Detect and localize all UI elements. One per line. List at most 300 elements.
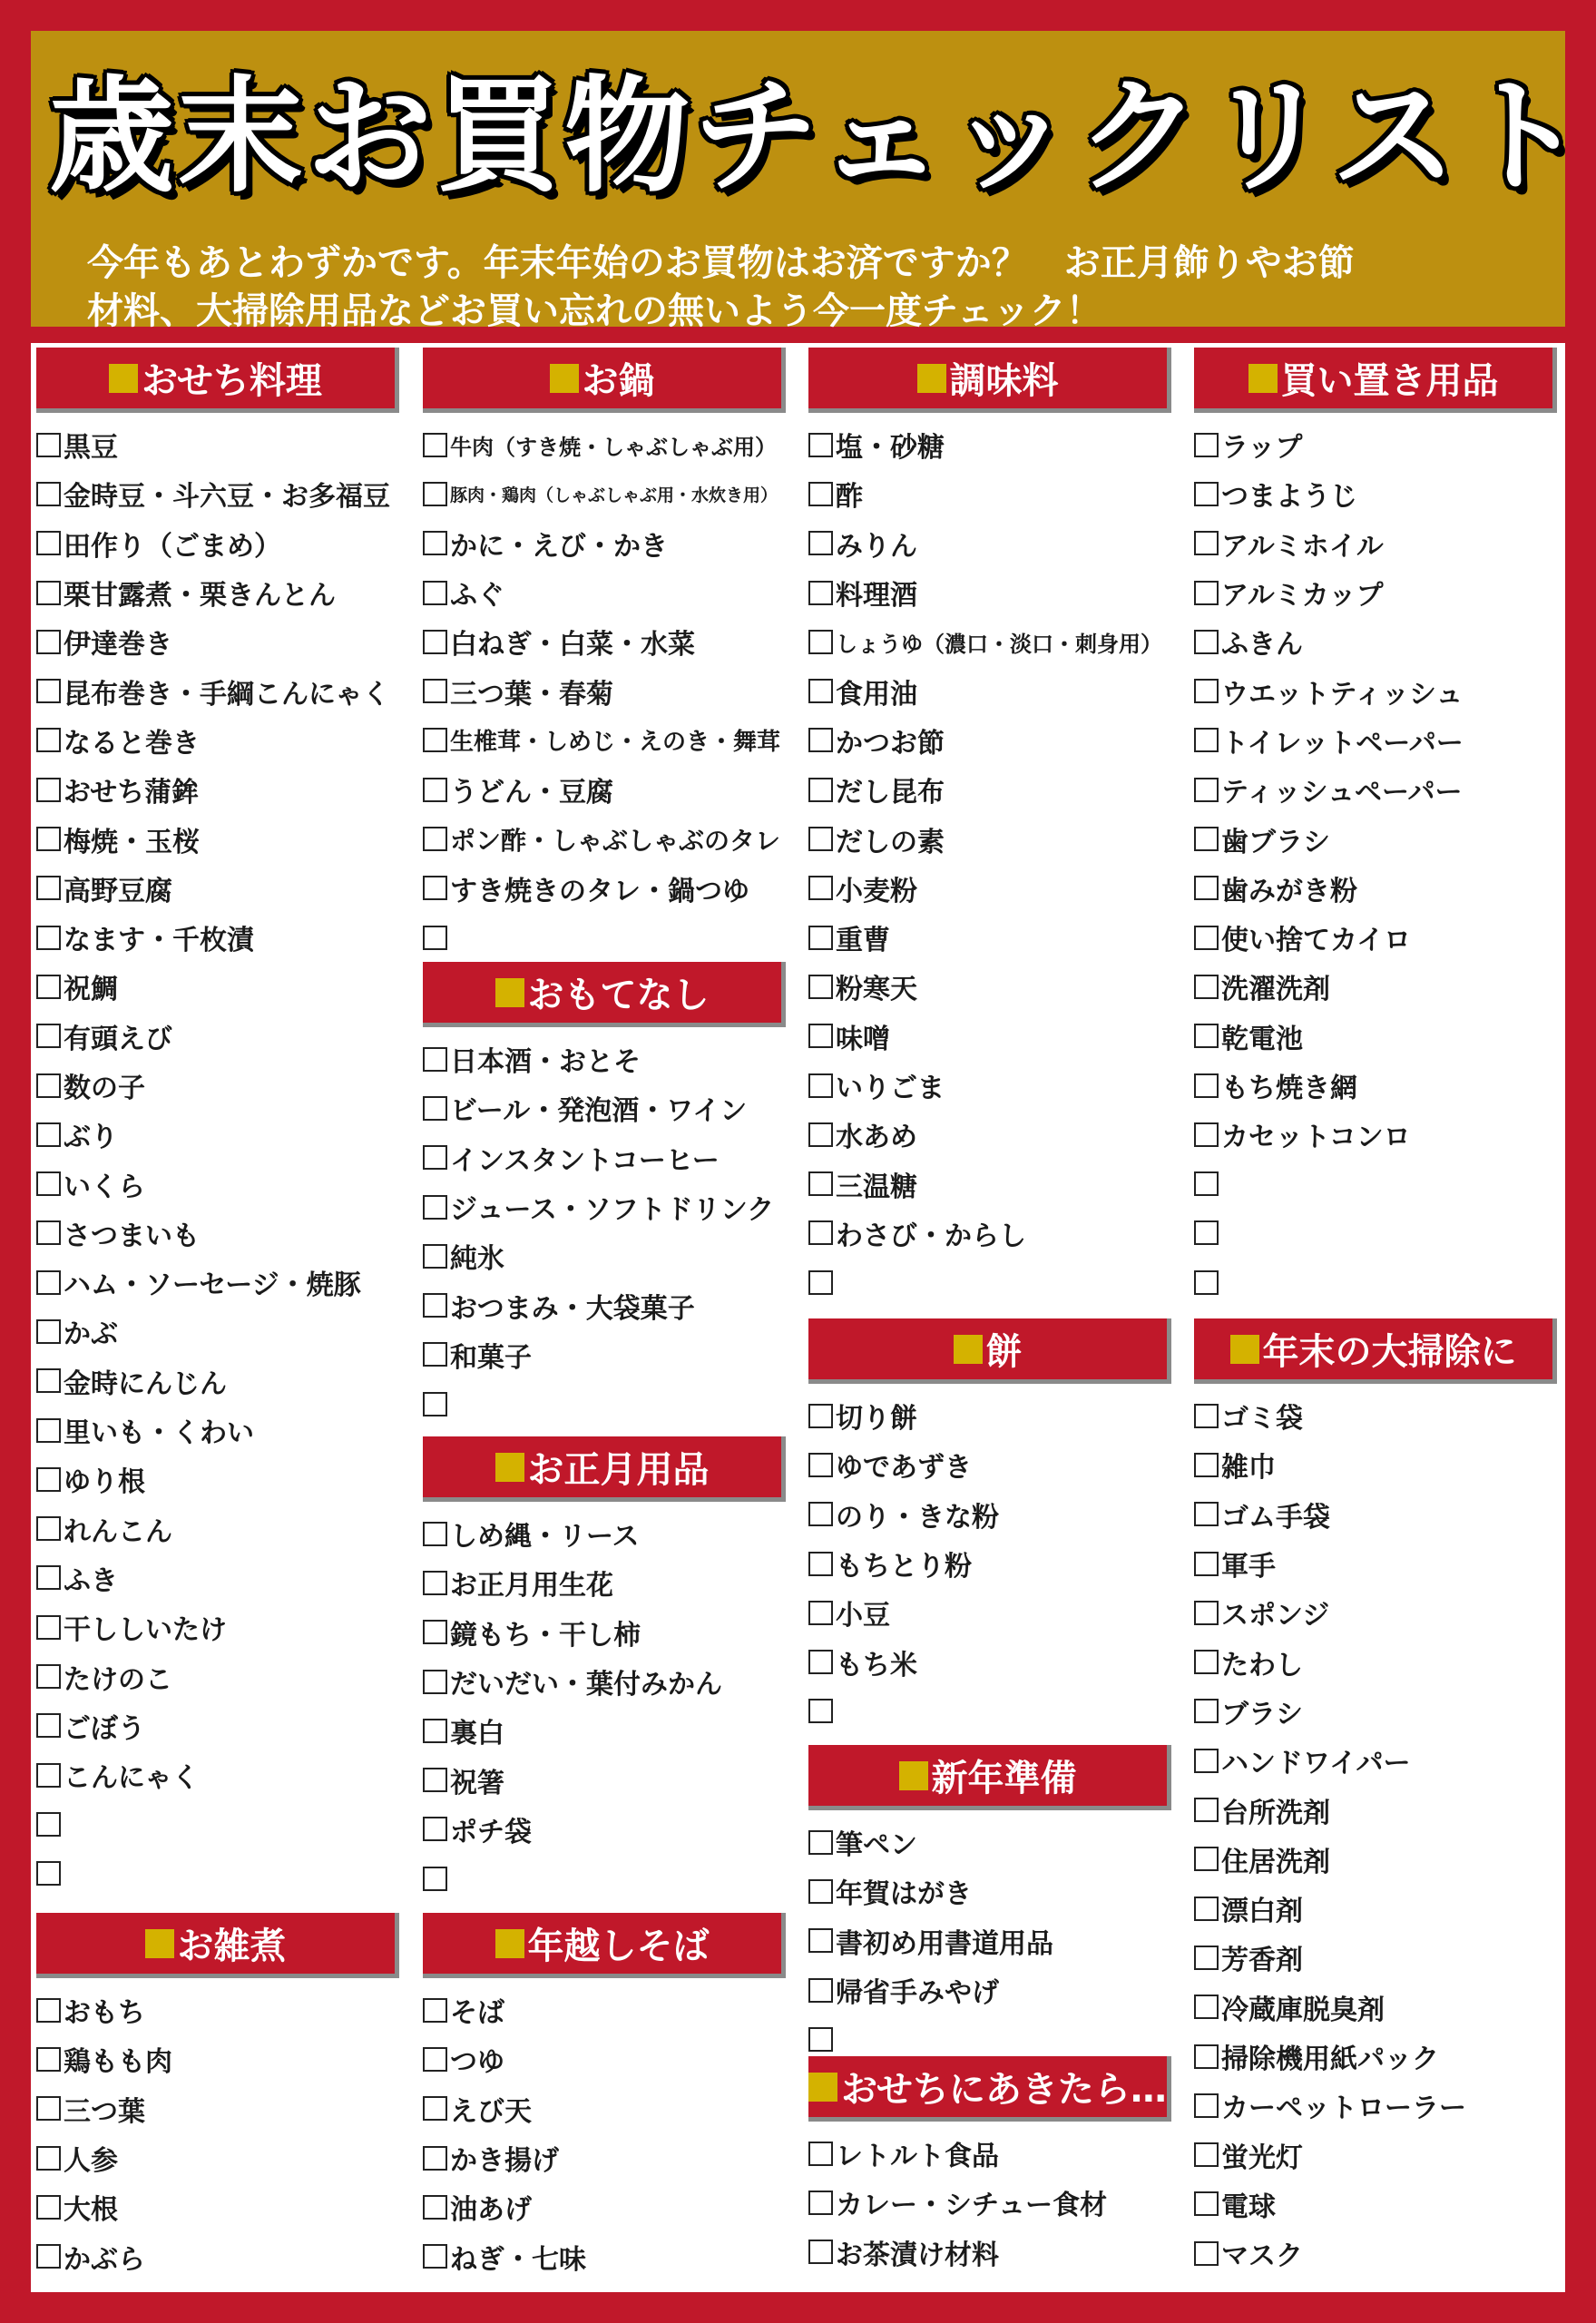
list-item — [36, 1750, 399, 1799]
list-item — [808, 1687, 1171, 1736]
square-bullet-icon — [495, 978, 524, 1007]
checkbox[interactable] — [808, 433, 833, 457]
item-label: すき焼きのタレ・鍋つゆ — [450, 875, 749, 907]
list-item — [1194, 716, 1557, 765]
checkbox[interactable] — [423, 1145, 447, 1170]
checklist-section — [423, 962, 786, 1428]
item-label: かぶ — [64, 1318, 118, 1351]
checkbox[interactable] — [423, 728, 447, 752]
checkbox[interactable] — [36, 1998, 61, 2023]
checkbox[interactable] — [423, 2244, 447, 2269]
checkbox[interactable] — [1194, 2191, 1219, 2216]
list-item — [808, 1867, 1171, 1916]
checkbox[interactable] — [1194, 728, 1219, 752]
checkbox[interactable] — [36, 1861, 61, 1886]
list-item — [1194, 1391, 1557, 1440]
checkbox[interactable] — [808, 581, 833, 605]
list-item — [423, 519, 786, 568]
item-label: えび天 — [450, 2095, 532, 2128]
checkbox[interactable] — [36, 433, 61, 457]
list-item — [1194, 1061, 1557, 1110]
checkbox[interactable] — [1194, 876, 1219, 900]
item-label: ポン酢・しゃぶしゃぶのタレ — [450, 825, 781, 856]
checkbox[interactable] — [1194, 2044, 1219, 2069]
item-label: 芳香剤 — [1221, 1945, 1303, 1977]
item-label: 三つ葉・春菊 — [450, 678, 613, 711]
list-item — [808, 1159, 1171, 1208]
section-title: お雑煮 — [177, 1926, 287, 1967]
checkbox[interactable] — [423, 876, 447, 900]
item-label: 伊達巻き — [64, 629, 172, 662]
checkbox[interactable] — [808, 827, 833, 851]
checkbox[interactable] — [1194, 827, 1219, 851]
item-label: 三つ葉 — [64, 2095, 145, 2128]
checkbox[interactable] — [36, 2096, 61, 2121]
item-label: 祝鯛 — [64, 974, 118, 1006]
list-item — [1194, 2081, 1557, 2130]
item-label: 純氷 — [450, 1243, 504, 1276]
list-item — [808, 962, 1171, 1011]
checkbox[interactable] — [1194, 2093, 1219, 2118]
checkbox[interactable] — [423, 926, 447, 950]
item-label: かに・えび・かき — [450, 530, 668, 563]
checkbox[interactable] — [36, 1615, 61, 1640]
section-title: 餅 — [985, 1331, 1023, 1373]
checkbox[interactable] — [1194, 1995, 1219, 2019]
checkbox[interactable] — [1194, 778, 1219, 802]
page-title: 歳末お買物チェックリスト — [49, 62, 1590, 210]
list-item — [1194, 2180, 1557, 2229]
item-label: 帰省手みやげ — [836, 1977, 999, 2010]
checkbox[interactable] — [423, 1620, 447, 1644]
checkbox[interactable] — [36, 531, 61, 555]
checkbox[interactable] — [1194, 679, 1219, 703]
checkbox[interactable] — [36, 581, 61, 605]
list-item — [423, 1558, 786, 1607]
checkbox[interactable] — [808, 1270, 833, 1295]
checkbox[interactable] — [1194, 1453, 1219, 1477]
item-label: 年賀はがき — [836, 1878, 972, 1911]
item-label: ゴム手袋 — [1221, 1501, 1330, 1534]
list-item — [808, 1440, 1171, 1489]
list-item — [808, 1490, 1171, 1539]
list-item — [36, 1258, 399, 1307]
list-item — [36, 962, 399, 1011]
item-label: 電球 — [1221, 2191, 1276, 2223]
checkbox[interactable] — [423, 1342, 447, 1367]
checkbox[interactable] — [36, 1418, 61, 1443]
checkbox[interactable] — [1194, 1897, 1219, 1921]
checkbox[interactable] — [808, 1453, 833, 1477]
square-bullet-icon — [899, 1761, 928, 1790]
checkbox[interactable] — [423, 1392, 447, 1416]
checklist-section — [808, 1745, 1171, 2063]
list-item — [36, 1159, 399, 1208]
list-item — [808, 420, 1171, 469]
checklist-items — [36, 1985, 399, 2281]
checkbox[interactable] — [423, 1293, 447, 1318]
checkbox[interactable] — [1194, 531, 1219, 555]
section-header — [423, 1913, 786, 1978]
list-item — [423, 666, 786, 715]
checklist-items — [423, 420, 786, 962]
checkbox[interactable] — [1194, 2142, 1219, 2167]
checkbox[interactable] — [808, 1552, 833, 1576]
item-label: 冷蔵庫脱臭剤 — [1221, 1994, 1385, 2026]
item-label: カセットコンロ — [1221, 1122, 1411, 1154]
list-item — [36, 913, 399, 962]
list-item — [808, 716, 1171, 765]
checklist-section — [36, 348, 399, 1898]
checkbox[interactable] — [1194, 433, 1219, 457]
item-label: 乾電池 — [1221, 1023, 1303, 1055]
checkbox[interactable] — [423, 482, 447, 506]
intro-line-1: 今年もあとわずかです。年末年始のお買物はお済ですか？ お正月飾りやお節 — [87, 242, 1355, 284]
list-item — [423, 1755, 786, 1804]
checkbox[interactable] — [808, 531, 833, 555]
item-label: 洗濯洗剤 — [1221, 974, 1330, 1006]
item-label: 水あめ — [836, 1122, 917, 1154]
intro-text — [87, 240, 1539, 336]
checkbox[interactable] — [1194, 1601, 1219, 1625]
checkbox[interactable] — [1194, 482, 1219, 506]
checkbox[interactable] — [808, 2142, 833, 2166]
checkbox[interactable] — [808, 2027, 833, 2052]
checkbox[interactable] — [36, 778, 61, 802]
checkbox[interactable] — [1194, 1270, 1219, 1295]
item-label: しょうゆ（濃口・淡口・刺身用） — [836, 631, 1162, 657]
checkbox[interactable] — [423, 827, 447, 851]
checkbox[interactable] — [36, 1220, 61, 1245]
checklist-items — [36, 420, 399, 1898]
checkbox[interactable] — [1194, 1847, 1219, 1871]
checkbox[interactable] — [808, 679, 833, 703]
checkbox[interactable] — [808, 975, 833, 999]
checkbox[interactable] — [423, 1670, 447, 1694]
checkbox[interactable] — [808, 1650, 833, 1674]
item-label: さつまいも — [64, 1220, 200, 1252]
list-item — [423, 1330, 786, 1379]
checkbox[interactable] — [1194, 926, 1219, 950]
checkbox[interactable] — [1194, 975, 1219, 999]
checkbox[interactable] — [423, 1096, 447, 1121]
checklist-panel — [31, 343, 1565, 2292]
list-item — [423, 913, 786, 962]
item-label: 重曹 — [836, 925, 890, 957]
list-item — [36, 1799, 399, 1848]
checkbox[interactable] — [423, 1768, 447, 1792]
checkbox[interactable] — [808, 1601, 833, 1625]
checkbox[interactable] — [808, 1073, 833, 1098]
item-label: アルミホイル — [1221, 530, 1384, 563]
checklist-section — [808, 1318, 1171, 1736]
checkbox[interactable] — [423, 1522, 447, 1546]
checkbox[interactable] — [1194, 1502, 1219, 1526]
checkbox[interactable] — [423, 2146, 447, 2171]
item-label: 食用油 — [836, 678, 917, 711]
checkbox[interactable] — [808, 2240, 833, 2264]
checkbox[interactable] — [36, 1024, 61, 1048]
checkbox[interactable] — [36, 2047, 61, 2072]
item-label: 鶏もも肉 — [64, 2046, 172, 2079]
checkbox[interactable] — [36, 876, 61, 900]
list-item — [1194, 1687, 1557, 1736]
section-title: おもてなし — [527, 975, 710, 1016]
item-label: スポンジ — [1221, 1600, 1330, 1632]
checkbox[interactable] — [808, 1928, 833, 1953]
item-label: かぶら — [64, 2243, 145, 2276]
item-label: だしの素 — [836, 826, 945, 858]
list-item — [808, 1818, 1171, 1867]
item-label: 油あげ — [450, 2194, 532, 2227]
square-bullet-icon — [145, 1929, 174, 1958]
checkbox[interactable] — [423, 679, 447, 703]
list-item — [423, 617, 786, 666]
checkbox[interactable] — [423, 630, 447, 654]
list-item — [1194, 1637, 1557, 1686]
checkbox[interactable] — [423, 581, 447, 605]
checkbox[interactable] — [36, 679, 61, 703]
checkbox[interactable] — [1194, 1699, 1219, 1723]
checklist-section — [423, 1913, 786, 2281]
item-label: れんこん — [64, 1515, 172, 1548]
list-item — [1194, 1983, 1557, 2032]
checklist-section — [36, 1913, 399, 2281]
checkbox[interactable] — [36, 2244, 61, 2269]
checklist-items — [808, 2129, 1171, 2277]
checkbox[interactable] — [1194, 1946, 1219, 1970]
item-label: かき揚げ — [450, 2145, 559, 2178]
checkbox[interactable] — [423, 1195, 447, 1220]
checkbox[interactable] — [808, 1024, 833, 1048]
item-label: ふき — [64, 1564, 118, 1597]
item-label: なます・千枚漬 — [64, 925, 254, 957]
item-label: アルミカップ — [1221, 580, 1384, 613]
item-label: おつまみ・大袋菓子 — [450, 1292, 695, 1325]
checkbox[interactable] — [423, 1998, 447, 2023]
item-label: ビール・発泡酒・ワイン — [450, 1095, 748, 1128]
checkbox[interactable] — [808, 1220, 833, 1245]
square-bullet-icon — [808, 2073, 837, 2102]
item-label: ティッシュペーパー — [1221, 777, 1463, 809]
checkbox[interactable] — [423, 1047, 447, 1072]
checkbox[interactable] — [36, 2146, 61, 2171]
checkbox[interactable] — [808, 876, 833, 900]
list-item — [1194, 1785, 1557, 1834]
checkbox[interactable] — [1194, 1073, 1219, 1098]
checkbox[interactable] — [36, 1713, 61, 1738]
item-label: ゆであずき — [836, 1452, 972, 1485]
list-item — [808, 864, 1171, 913]
item-label: 豚肉・鶏肉（しゃぶしゃぶ用・水炊き用） — [450, 485, 778, 505]
checkbox[interactable] — [1194, 2241, 1219, 2266]
checkbox[interactable] — [423, 433, 447, 457]
checkbox[interactable] — [423, 2047, 447, 2072]
checkbox[interactable] — [423, 1719, 447, 1743]
checkbox[interactable] — [1194, 1650, 1219, 1674]
item-label: ハンドワイパー — [1221, 1748, 1411, 1780]
checkbox[interactable] — [1194, 581, 1219, 605]
checkbox[interactable] — [808, 778, 833, 802]
list-item — [1194, 765, 1557, 814]
checkbox[interactable] — [36, 827, 61, 851]
item-label: かつお節 — [836, 727, 945, 760]
section-title: お鍋 — [582, 360, 655, 402]
section-header — [423, 962, 786, 1027]
list-item — [1194, 1159, 1557, 1208]
item-label: トイレットペーパー — [1221, 727, 1464, 760]
checkbox[interactable] — [423, 778, 447, 802]
item-label: 筆ペン — [836, 1829, 917, 1862]
checkbox[interactable] — [1194, 1171, 1219, 1196]
list-item — [808, 1110, 1171, 1159]
square-bullet-icon — [1230, 1335, 1259, 1364]
checkbox[interactable] — [808, 1122, 833, 1147]
checkbox[interactable] — [808, 1699, 833, 1723]
checkbox[interactable] — [36, 1812, 61, 1837]
item-label: 小麦粉 — [836, 875, 917, 907]
item-label: 蛍光灯 — [1221, 2142, 1303, 2174]
checkbox[interactable] — [36, 1368, 61, 1393]
list-item — [36, 1505, 399, 1554]
list-item — [808, 2178, 1171, 2227]
checkbox[interactable] — [36, 1319, 61, 1344]
checkbox[interactable] — [1194, 1024, 1219, 1048]
checkbox[interactable] — [808, 482, 833, 506]
checkbox[interactable] — [423, 1867, 447, 1891]
list-item — [423, 765, 786, 814]
item-label: 使い捨てカイロ — [1221, 925, 1412, 957]
list-item — [1194, 1258, 1557, 1307]
checkbox[interactable] — [36, 1516, 61, 1541]
list-item — [423, 2182, 786, 2231]
checkbox[interactable] — [423, 1817, 447, 1841]
checkbox[interactable] — [36, 1763, 61, 1788]
checkbox[interactable] — [36, 728, 61, 752]
checklist-items — [423, 1509, 786, 1903]
item-label: 人参 — [64, 2145, 118, 2178]
list-item — [1194, 1440, 1557, 1489]
checkbox[interactable] — [1194, 1220, 1219, 1245]
checkbox[interactable] — [808, 1978, 833, 2003]
item-label: 祝箸 — [450, 1767, 504, 1799]
checkbox[interactable] — [1194, 1122, 1219, 1147]
checkbox[interactable] — [423, 531, 447, 555]
item-label: 漂白剤 — [1221, 1896, 1303, 1928]
checkbox[interactable] — [36, 1171, 61, 1196]
item-label: ごぼう — [64, 1712, 145, 1745]
item-label: ふきん — [1221, 629, 1303, 662]
checkbox[interactable] — [36, 1122, 61, 1147]
item-label: 切り餅 — [836, 1403, 917, 1436]
item-label: なると巻き — [64, 727, 200, 760]
item-label: 里いも・くわい — [64, 1417, 254, 1450]
list-item — [808, 1209, 1171, 1258]
list-item — [1194, 666, 1557, 715]
checkbox[interactable] — [423, 1571, 447, 1595]
checkbox[interactable] — [36, 482, 61, 506]
list-item — [1194, 2130, 1557, 2179]
list-item — [36, 1406, 399, 1455]
item-label: ゴミ袋 — [1221, 1403, 1303, 1436]
list-item — [423, 1706, 786, 1755]
checkbox[interactable] — [808, 1404, 833, 1428]
checkbox[interactable] — [1194, 1749, 1219, 1773]
checkbox[interactable] — [808, 926, 833, 950]
checkbox[interactable] — [36, 975, 61, 999]
list-item — [1194, 864, 1557, 913]
checkbox[interactable] — [36, 2195, 61, 2220]
list-item — [1194, 420, 1557, 469]
checkbox[interactable] — [1194, 1404, 1219, 1428]
checkbox[interactable] — [36, 926, 61, 950]
list-item — [36, 519, 399, 568]
checkbox[interactable] — [36, 1565, 61, 1590]
list-item — [808, 666, 1171, 715]
checkbox[interactable] — [808, 728, 833, 752]
list-item — [36, 2231, 399, 2280]
checkbox[interactable] — [1194, 1552, 1219, 1576]
section-header — [808, 1745, 1171, 1810]
item-label: こんにゃく — [64, 1762, 200, 1795]
checkbox[interactable] — [36, 1467, 61, 1492]
checkbox[interactable] — [808, 2191, 833, 2215]
item-label: もちとり粉 — [836, 1551, 972, 1583]
list-item — [423, 568, 786, 617]
checkbox[interactable] — [423, 2195, 447, 2220]
checkbox[interactable] — [808, 1830, 833, 1855]
list-item — [423, 1657, 786, 1706]
list-item — [36, 568, 399, 617]
checkbox[interactable] — [36, 1073, 61, 1098]
list-item — [36, 2034, 399, 2083]
checkbox[interactable] — [423, 1244, 447, 1269]
item-label: おせち蒲鉾 — [64, 777, 200, 809]
checkbox[interactable] — [36, 1664, 61, 1689]
item-label: 掃除機用紙パック — [1221, 2044, 1439, 2075]
list-item — [1194, 1110, 1557, 1159]
list-item — [36, 1652, 399, 1701]
list-item — [423, 814, 786, 863]
item-label: インスタントコーヒー — [450, 1144, 720, 1177]
checkbox[interactable] — [808, 1879, 833, 1904]
list-item — [808, 1258, 1171, 1307]
list-item — [808, 519, 1171, 568]
checkbox[interactable] — [1194, 1798, 1219, 1822]
intro-line-2: 材料、大掃除用品などお買い忘れの無いよう今一度チェック！ — [87, 290, 1102, 332]
list-item — [423, 2084, 786, 2133]
checkbox[interactable] — [1194, 630, 1219, 654]
checkbox[interactable] — [808, 630, 833, 654]
square-bullet-icon — [495, 1929, 524, 1958]
checkbox[interactable] — [423, 2096, 447, 2121]
checklist-items — [1194, 1391, 1557, 2278]
checkbox[interactable] — [808, 1171, 833, 1196]
list-item — [423, 716, 786, 765]
item-label: カレー・シチュー食材 — [836, 2190, 1108, 2222]
item-label: 数の子 — [64, 1073, 145, 1104]
item-label: ハム・ソーセージ・焼豚 — [64, 1269, 361, 1302]
section-header — [808, 348, 1171, 413]
item-label: ポチ袋 — [450, 1816, 532, 1848]
checkbox[interactable] — [36, 630, 61, 654]
item-label: ブラシ — [1221, 1698, 1303, 1730]
checkbox[interactable] — [808, 1502, 833, 1526]
checkbox[interactable] — [36, 1270, 61, 1295]
item-label: だし昆布 — [836, 777, 945, 809]
list-item — [423, 1280, 786, 1329]
list-item — [1194, 1209, 1557, 1258]
